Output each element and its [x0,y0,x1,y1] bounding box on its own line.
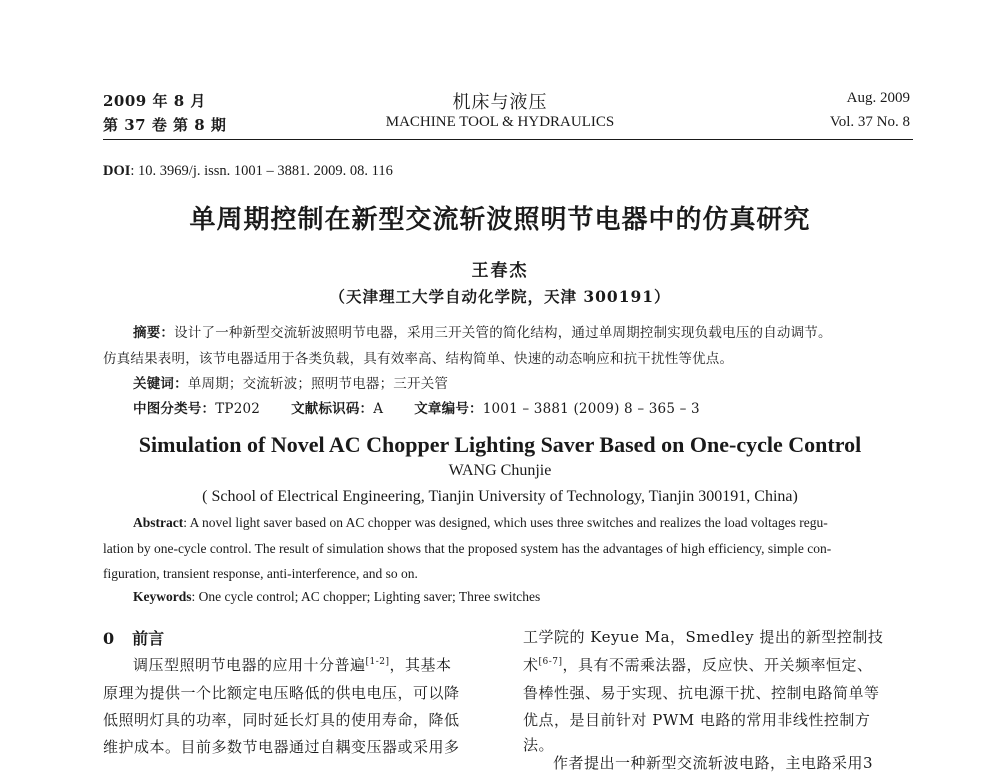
header-rule [103,139,913,140]
body-right-line3: 鲁棒性强、易于实现、抗电源干扰、控制电路简单等 [523,684,880,702]
doi-value: : 10. 3969/j. issn. 1001 – 3881. 2009. 08. 116 [130,163,393,179]
doi-line [103,163,393,180]
abstract-en-line1 [133,515,828,531]
author-en: WANG Chunjie [448,462,552,479]
abstract-en-line3: figuration, transient response, anti-interference, and so on. [103,566,418,581]
header-journal-en: MACHINE TOOL & HYDRAULICS [385,114,615,130]
abstract-en-line2: lation by one-cycle control. The result of simulation shows that the proposed system has the advantages of high efficiency, simple con- [103,541,832,556]
title-cn: 单周期控制在新型交流斩波照明节电器中的仿真研究 [189,205,811,235]
doc-code-label: 文献标识码： [291,401,374,417]
body-right-text2a: 术 [523,656,539,674]
header-date-cn: 2009 年 8 月 [103,92,206,110]
header-journal-cn: 机床与液压 [452,92,548,113]
abstract-cn-label: 摘要： [133,325,175,341]
doc-code-value: A [373,401,384,417]
body-left-line3: 低照明灯具的功率，同时延长灯具的使用寿命，降低 [103,711,460,729]
body-right-line5: 法。 [523,736,555,754]
body-left-text1b: ，其基本 [389,656,452,674]
keywords-en-value: : One cycle control; AC chopper; Lighting saver; Three switches [191,589,541,604]
body-right-line1: 工学院的 Keyue Ma，Smedley 提出的新型控制技 [523,628,884,646]
body-right-line6: 作者提出一种新型交流斩波电路，主电路采用3 [553,754,874,772]
section-heading [103,626,164,649]
affiliation-en: ( School of Electrical Engineering, Tianjin University of Technology, Tianjin 300191, China) [202,488,798,505]
body-left-line1 [133,654,452,675]
citation-ref: [1-2] [365,657,390,667]
keywords-cn-line [133,372,448,392]
abstract-en-label: Abstract [133,515,184,530]
clc-label: 中图分类号： [133,401,216,417]
section-number: 0 [103,629,115,648]
header-date-en: Aug. 2009 [846,90,910,106]
header-volume-cn: 第 37 卷 第 8 期 [103,116,227,134]
header-volume-en: Vol. 37 No. 8 [829,114,910,130]
author-cn: 王春杰 [471,261,529,281]
section-title: 前言 [132,629,165,648]
affiliation-cn: （天津理工大学自动化学院，天津 300191） [329,287,671,306]
body-right-line2 [523,654,873,675]
article-number-value: 1001 – 3881 (2009) 8 – 365 – 3 [482,401,700,417]
body-right-line4: 优点，是目前针对 PWM 电路的常用非线性控制方 [523,711,871,729]
doi-label: DOI [103,163,131,179]
body-right-text2b: ，具有不需乘法器，反应快、开关频率恒定、 [562,656,873,674]
clc-value: TP202 [215,401,261,417]
article-number-label: 文章编号： [414,401,483,417]
abstract-cn-text1: 设计了一种新型交流斩波照明节电器，采用三开关管的简化结构，通过单周期控制实现负载电压的自动调节。 [174,325,832,341]
body-left-line4: 维护成本。目前多数节电器通过自耦变压器或采用多 [103,738,460,756]
body-left-line2: 原理为提供一个比额定电压略低的供电电压，可以降 [103,684,460,702]
keywords-cn-label: 关键词： [133,376,188,392]
keywords-en-label: Keywords [133,589,192,604]
classification-line [133,397,700,417]
keywords-en-line [133,589,540,605]
abstract-cn-line2: 仿真结果表明，该节电器适用于各类负载，具有效率高、结构简单、快速的动态响应和抗干扰性等优点。 [103,351,734,367]
title-en: Simulation of Novel AC Chopper Lighting Saver Based on One-cycle Control [138,432,862,457]
keywords-cn-value: 单周期；交流斩波；照明节电器；三开关管 [187,376,449,392]
body-left-text1a: 调压型照明节电器的应用十分普遍 [133,656,366,674]
citation-ref: [6-7] [538,657,563,667]
abstract-cn-line1 [133,321,832,341]
abstract-en-text1: : A novel light saver based on AC chopper was designed, which uses three switches and realizes the load voltages regu- [183,515,828,530]
